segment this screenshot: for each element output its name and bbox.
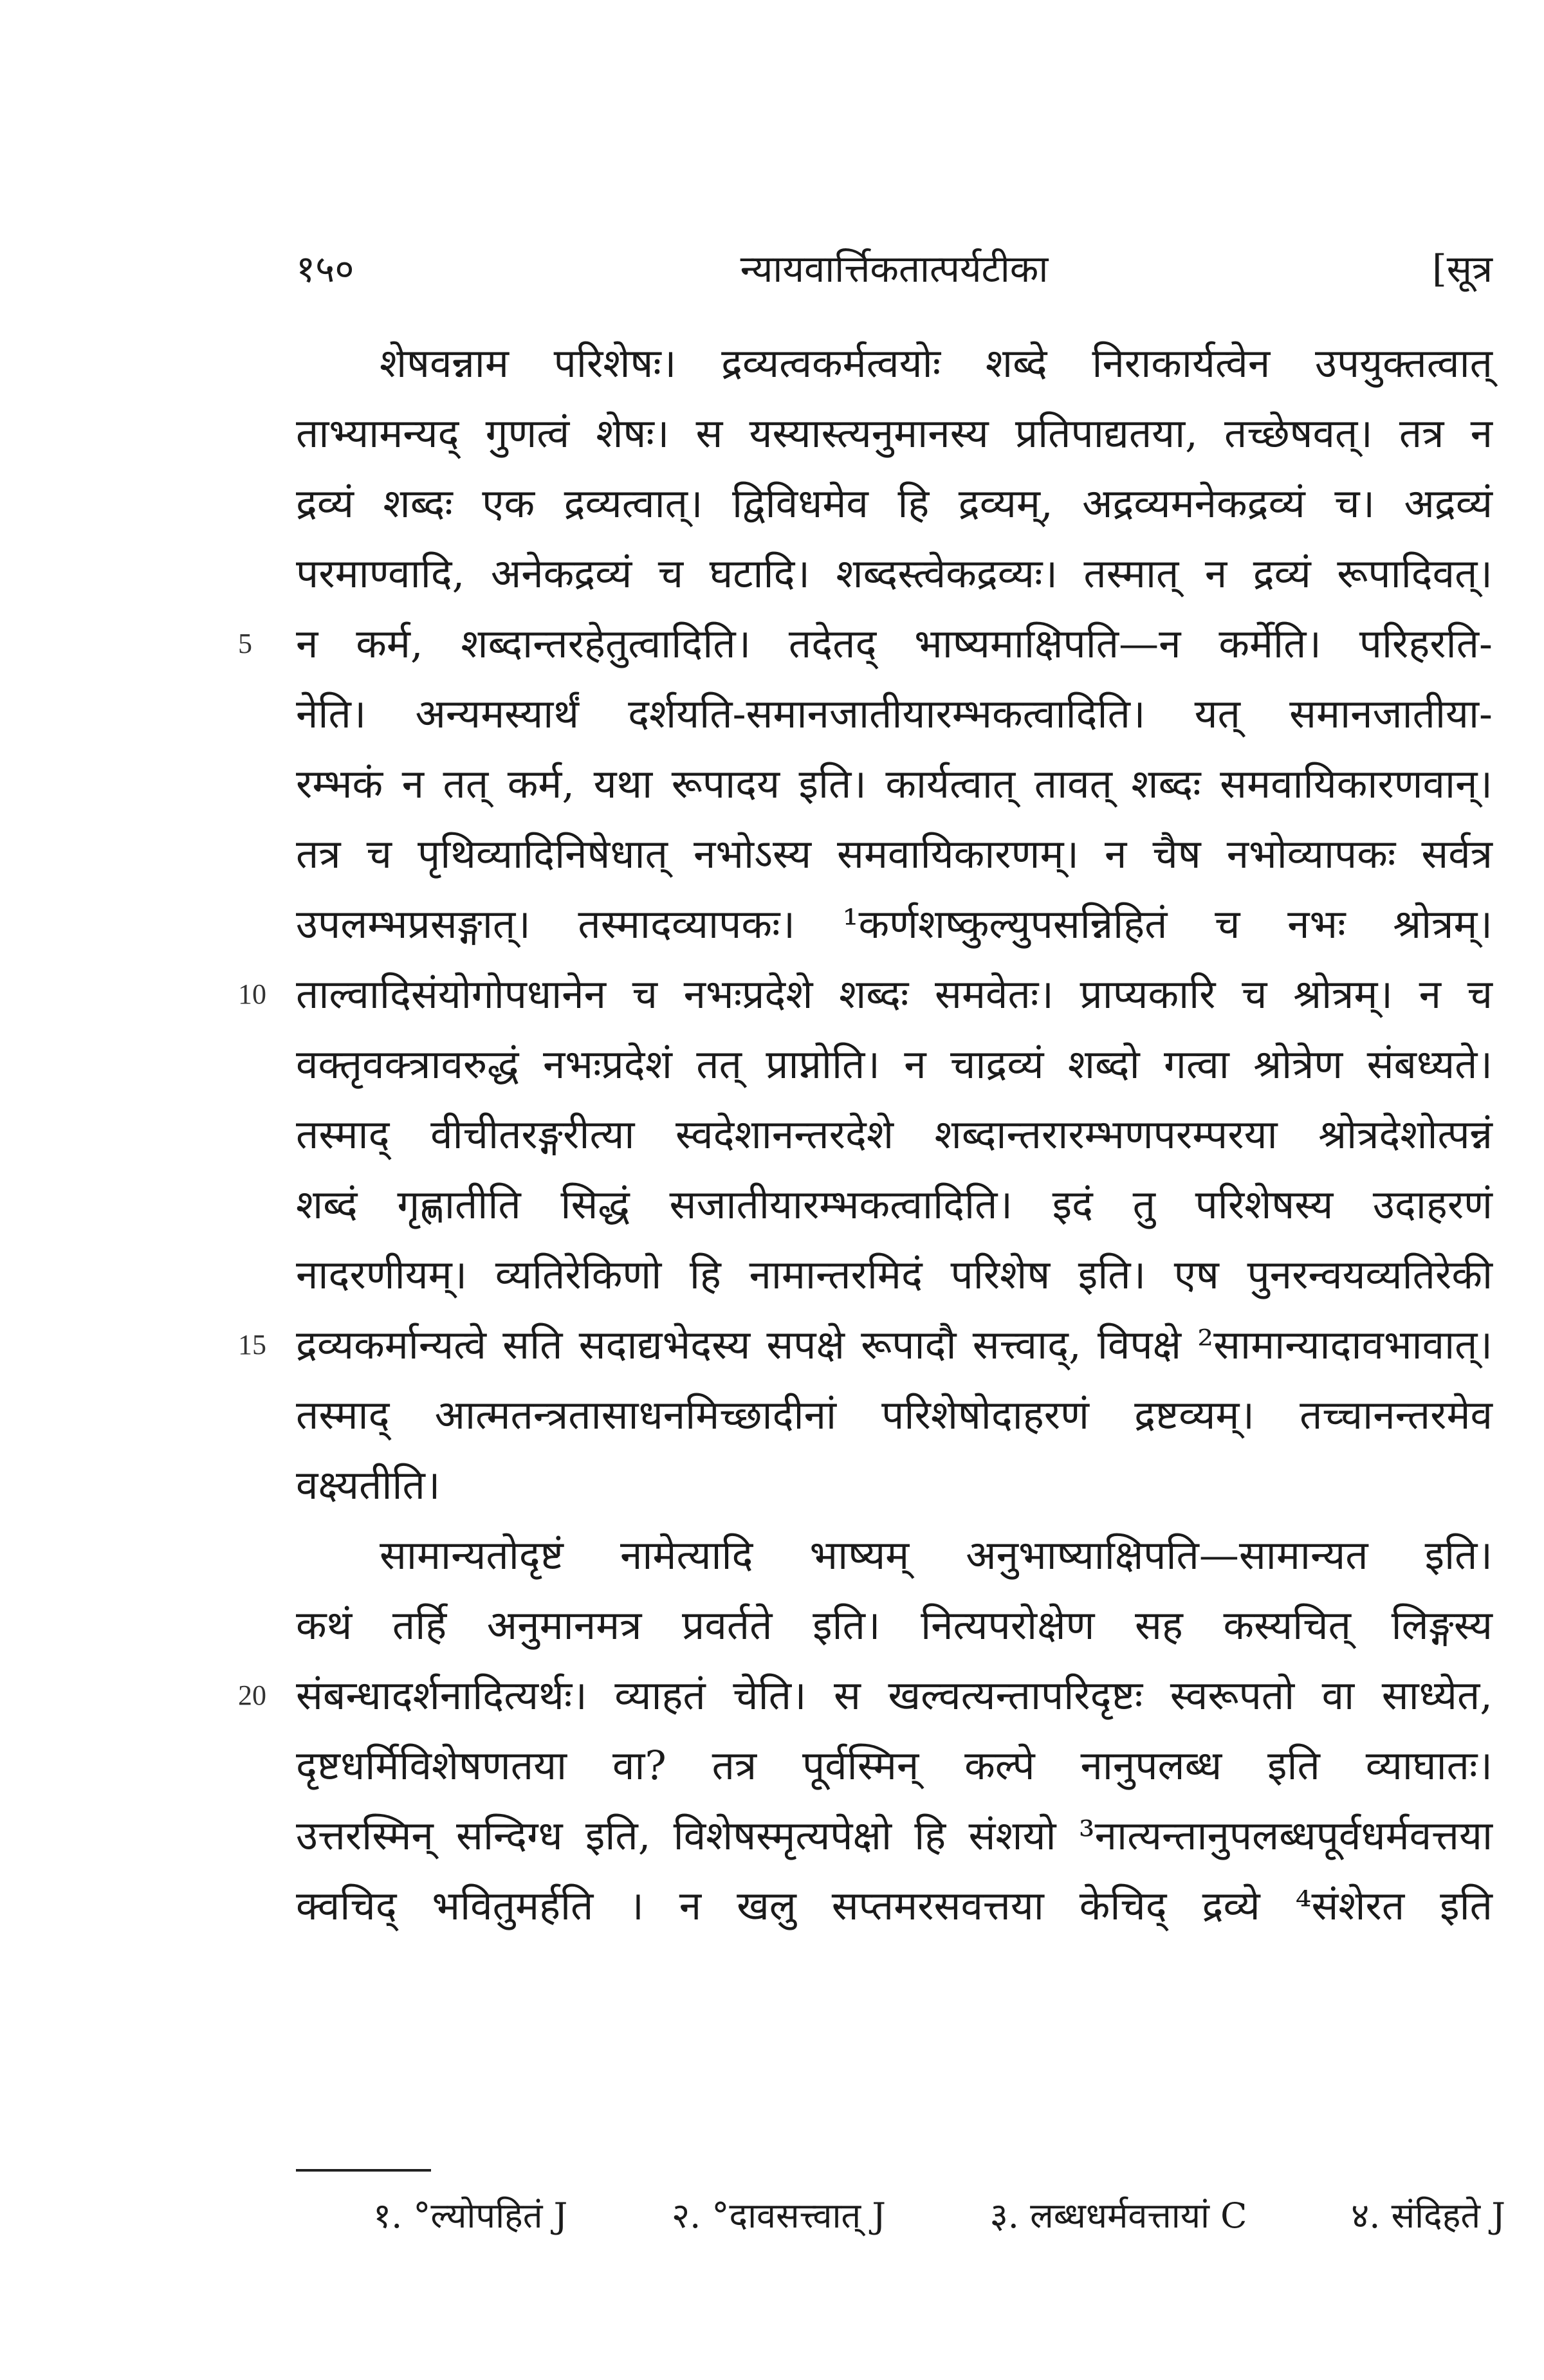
footnote: ३. लब्धधर्मवत्तायां C xyxy=(989,2195,1247,2236)
footnote: ४. संदिहते J xyxy=(1351,2195,1505,2236)
body-text xyxy=(238,328,1493,1941)
text-line: शेषवन्नाम परिशेषः। द्रव्यत्वकर्मत्वयोः शब्दे निराकार्यत्वेन उपयुक्तत्वात् xyxy=(380,340,1493,387)
text-line: 5 न कर्म, शब्दान्तरहेतुत्वादिति। तदेतद् भाष्यमाक्षिपति—न कर्मेति। परिहरति- xyxy=(296,609,1493,679)
text-line: रम्भकं न तत् कर्म, यथा रूपादय इति। कार्यत्वात् तावत् शब्दः समवायिकारणवान्। xyxy=(296,760,1493,807)
text-line: तस्माद् वीचीतरङ्गरीत्या स्वदेशानन्तरदेशे शब्दान्तरारम्भणपरम्परया श्रोत्रदेशोत्पन्नं xyxy=(296,1111,1493,1158)
text-line: सामान्यतोदृष्टं नामेत्यादि भाष्यम् अनुभाष्याक्षिपति—सामान्यत इति। xyxy=(380,1532,1493,1579)
line-number: 10 xyxy=(238,978,266,1010)
text-line: ताभ्यामन्यद् गुणत्वं शेषः। स यस्यास्त्यनुमानस्य प्रतिपाद्यतया, तच्छेषवत्। तत्र न xyxy=(296,410,1493,457)
footnote: १. °ल्योपहितं J xyxy=(373,2195,568,2236)
text-line: कथं तर्हि अनुमानमत्र प्रवर्तते इति। नित्यपरोक्षेण सह कस्यचित् लिङ्गस्य xyxy=(296,1602,1493,1649)
footnotes xyxy=(373,2187,1505,2245)
line-number: 5 xyxy=(238,628,252,659)
text-line: तस्माद् आत्मतन्त्रतासाधनमिच्छादीनां परिशेषोदाहरणं द्रष्टव्यम्। तच्चानन्तरमेव xyxy=(296,1391,1493,1438)
text-line: 15 द्रव्यकर्मान्यत्वे सति सदाद्यभेदस्य सपक्षे रूपादौ सत्त्वाद्, विपक्षे ²सामान्यादावभावात्। xyxy=(296,1310,1493,1380)
line-number: 15 xyxy=(238,1329,266,1360)
running-header xyxy=(296,243,1493,295)
text-line: 20 संबन्धादर्शनादित्यर्थः। व्याहतं चेति। स खल्वत्यन्तापरिदृष्टः स्वरूपतो वा साध्येत, xyxy=(296,1660,1493,1730)
footnote: २. °दावसत्त्वात् J xyxy=(671,2195,887,2236)
text-line: क्वचिद् भवितुमर्हति । न खलु सप्तमरसवत्तया केचिद् द्रव्ये ⁴संशेरत इति xyxy=(296,1882,1493,1929)
text-line: वक्ष्यतीति। xyxy=(296,1461,441,1508)
text-line: नेति। अन्यमस्यार्थं दर्शयति-समानजातीयारम्भकत्वादिति। यत् समानजातीया- xyxy=(296,690,1493,737)
text-line: शब्दं गृह्णातीति सिद्धं सजातीयारम्भकत्वादिति। इदं तु परिशेषस्य उदाहरणं xyxy=(296,1181,1493,1228)
footnote-rule xyxy=(296,2169,431,2172)
text-line: परमाण्वादि, अनेकद्रव्यं च घटादि। शब्दस्त्वेकद्रव्यः। तस्मात् न द्रव्यं रूपादिवत्। xyxy=(296,550,1493,597)
line-number: 20 xyxy=(238,1680,266,1711)
text-line: तत्र च पृथिव्यादिनिषेधात् नभोऽस्य समवायिकारणम्। न चैष नभोव्यापकः सर्वत्र xyxy=(296,830,1493,877)
text-line: वक्तृवक्त्रावरुद्धं नभःप्रदेशं तत् प्राप्नोति। न चाद्रव्यं शब्दो गत्वा श्रोत्रेण संबध्यते। xyxy=(296,1041,1493,1088)
section-marker: [सूत्र xyxy=(1432,247,1493,291)
text-line: नादरणीयम्। व्यतिरेकिणो हि नामान्तरमिदं परिशेष इति। एष पुनरन्वयव्यतिरेकी xyxy=(296,1251,1493,1298)
running-title: न्यायवार्त्तिकतात्पर्यटीका xyxy=(740,247,1049,291)
text-line: द्रव्यं शब्दः एक द्रव्यत्वात्। द्विविधमेव हि द्रव्यम्, अद्रव्यमनेकद्रव्यं च। अद्रव्यं xyxy=(296,480,1493,527)
text-line: उत्तरस्मिन् सन्दिग्ध इति, विशेषस्मृत्यपेक्षो हि संशयो ³नात्यन्तानुपलब्धपूर्वधर्मवत्तया xyxy=(296,1812,1493,1859)
text-line: 10 ताल्वादिसंयोगोपधानेन च नभःप्रदेशे शब्दः समवेतः। प्राप्यकारि च श्रोत्रम्। न च xyxy=(296,959,1493,1029)
text-line: दृष्टधर्मिविशेषणतया वा? तत्र पूर्वस्मिन् कल्पे नानुपलब्ध इति व्याघातः। xyxy=(296,1742,1493,1789)
text-line: उपलम्भप्रसङ्गात्। तस्मादव्यापकः। ¹कर्णशष्कुल्युपसन्निहितं च नभः श्रोत्रम्। xyxy=(296,901,1493,947)
page-number: १५० xyxy=(296,247,354,291)
